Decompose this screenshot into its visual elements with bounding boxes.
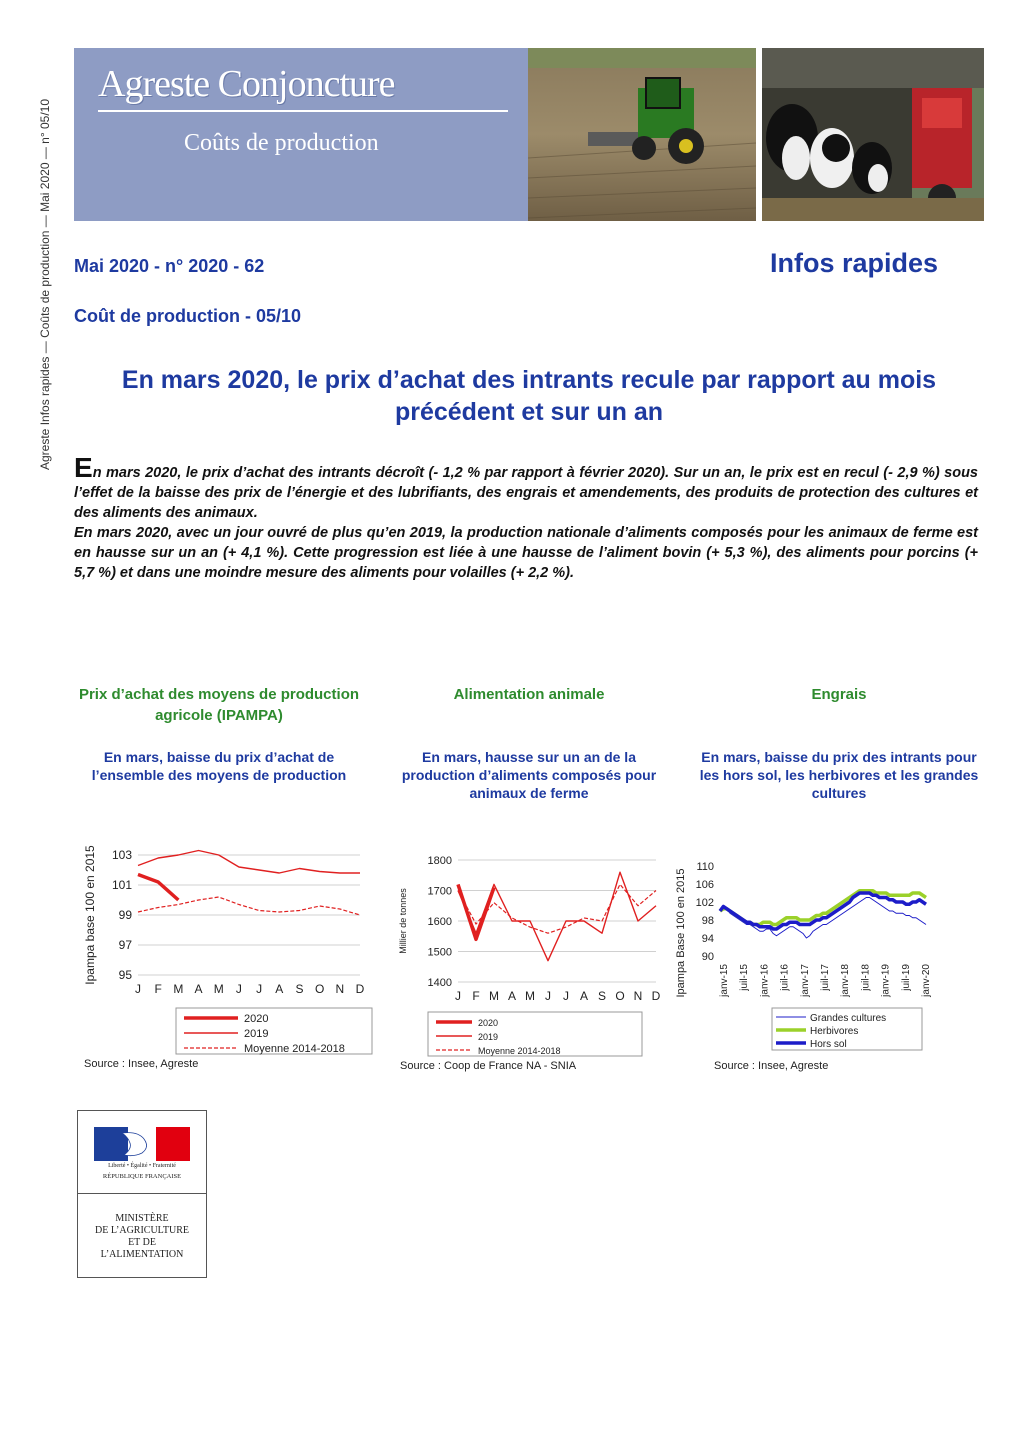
legend-label: Herbivores <box>810 1026 859 1037</box>
y-tick-label: 1700 <box>427 885 452 898</box>
legend-label: Moyenne 2014-2018 <box>244 1043 345 1055</box>
x-tick-label: N <box>335 982 345 996</box>
chart2-title: Alimentation animale <box>453 686 605 703</box>
x-tick-label: janv-17 <box>799 964 811 997</box>
y-tick-label: 1400 <box>427 977 452 989</box>
headline: En mars 2020, le prix d’achat des intrants recule par rapport au mois précédent et sur un an <box>121 366 937 426</box>
logo-ministry: MINISTÈRE DE L’AGRICULTURE ET DE L’ALIMENTATION <box>95 1213 189 1260</box>
chart1-source: Source : Insee, Agreste <box>84 1058 199 1070</box>
x-tick-label: M <box>173 982 184 996</box>
chart2-subtitle: En mars, hausse sur un an de la production d’aliments composés pour animaux de ferme <box>401 749 657 801</box>
chart2-alimentation <box>396 840 676 1062</box>
issue-number: Mai 2020 - n° 2020 - 62 <box>74 256 265 276</box>
cows-photo <box>762 48 984 221</box>
logo-republic: RÉPUBLIQUE FRANÇAISE <box>102 1173 182 1180</box>
chart3-subtitle: En mars, baisse du prix des intrants pour les hors sol, les herbivores et les grandes cultures <box>699 749 979 801</box>
legend-label: Moyenne 2014-2018 <box>478 1046 561 1056</box>
x-tick-label: M <box>213 982 224 996</box>
lead-paragraph-2: En mars 2020, avec un jour ouvré de plus qu’en 2019, la production nationale d’aliments composés pour les animaux de ferme est en hausse sur un an (+ 4,1 %). Cette progression est liée à une hausse de l’aliment bovin (+ 5,3 %), des aliments pour porcins (+ 5,7 %) et dans une moindre mesure des aliments pour volailles (+ 2,2 %). <box>74 525 978 581</box>
legend-label: 2019 <box>244 1028 269 1040</box>
y-tick-label: 1500 <box>427 946 452 959</box>
x-tick-label: D <box>651 989 661 1003</box>
x-tick-label: S <box>597 989 607 1003</box>
chart1-title: Prix d’achat des moyens de production agricole (IPAMPA) <box>78 686 360 724</box>
y-tick-label: 95 <box>118 968 132 982</box>
x-tick-label: juil-17 <box>820 964 831 991</box>
y-tick-label: 106 <box>695 879 714 891</box>
legend-label: Hors sol <box>810 1039 847 1050</box>
y-axis-label: Ipampa base 100 en 2015 <box>83 845 97 985</box>
y-tick-label: 1600 <box>427 916 452 928</box>
x-tick-label: F <box>154 982 162 996</box>
ministry-logo <box>77 1110 207 1278</box>
x-tick-label: A <box>275 982 284 996</box>
brand-subtitle: Coûts de production <box>184 130 379 156</box>
y-tick-label: 94 <box>701 933 714 945</box>
series-line-2020 <box>138 875 178 901</box>
x-tick-label: O <box>615 989 625 1003</box>
x-tick-label: janv-20 <box>921 964 932 997</box>
x-tick-label: J <box>563 989 569 1003</box>
banner <box>74 48 984 221</box>
y-tick-label: 99 <box>118 908 132 922</box>
drop-cap: E <box>74 452 93 483</box>
chart1-ipampa <box>80 830 380 1062</box>
y-tick-label: 102 <box>695 897 714 909</box>
x-tick-label: A <box>579 989 589 1003</box>
chart3-source: Source : Insee, Agreste <box>714 1060 829 1072</box>
logo-divider <box>78 1193 206 1194</box>
y-axis-label: Millier de tonnes <box>398 888 408 954</box>
x-tick-label: A <box>507 989 517 1003</box>
series-line-hors-sol <box>720 893 926 929</box>
x-tick-label: juil-16 <box>779 964 791 991</box>
x-tick-label: janv-19 <box>880 964 892 997</box>
x-tick-label: janv-15 <box>719 964 730 997</box>
logo-motto: Liberté • Égalité • Fraternité <box>108 1163 176 1169</box>
y-tick-label: 101 <box>111 878 132 892</box>
subheading: Coût de production - 05/10 <box>74 306 302 326</box>
y-tick-label: 110 <box>696 861 714 873</box>
lead-text <box>74 452 978 583</box>
y-tick-label: 103 <box>111 848 132 862</box>
chart1-subtitle: En mars, baisse du prix d’achat de l’ensemble des moyens de production <box>91 749 347 783</box>
x-tick-label: juil-19 <box>900 964 912 991</box>
x-tick-label: N <box>633 989 643 1003</box>
brand-title: Agreste Conjoncture <box>98 63 395 105</box>
x-tick-label: J <box>545 989 551 1003</box>
x-tick-label: S <box>295 982 304 996</box>
x-tick-label: M <box>525 989 535 1003</box>
y-tick-label: 1800 <box>427 855 452 867</box>
x-tick-label: janv-16 <box>759 964 771 997</box>
series-line-moyenne-2014-2018 <box>138 897 360 915</box>
marianne-flag-icon <box>94 1127 190 1161</box>
x-tick-label: A <box>194 982 203 996</box>
series-line-2019 <box>138 851 360 874</box>
x-tick-label: J <box>256 982 263 996</box>
lead-paragraph-1: n mars 2020, le prix d’achat des intrants décroît (- 1,2 % par rapport à février 2020). Sur un an, le prix est en recul (- 2,9 %) sous l’effet de la baisse des prix de l’énergie et des lubrifiants, des engrais et amendements, des produits de protection des cultures et des aliments des animaux. <box>74 465 978 521</box>
series-line-2019 <box>458 872 656 960</box>
series-label: Infos rapides <box>770 248 939 278</box>
x-tick-label: J <box>455 989 461 1003</box>
x-tick-label: J <box>235 982 242 996</box>
tractor-photo <box>528 48 756 221</box>
x-tick-label: M <box>489 989 499 1003</box>
x-tick-label: O <box>314 982 325 996</box>
x-tick-label: juil-18 <box>860 964 872 991</box>
y-tick-label: 97 <box>118 938 132 952</box>
x-tick-label: D <box>355 982 365 996</box>
legend-label: 2020 <box>478 1018 499 1028</box>
chart2-source: Source : Coop de France NA - SNIA <box>400 1060 577 1072</box>
legend-label: 2019 <box>478 1032 499 1042</box>
chart3-engrais <box>672 850 972 1058</box>
x-tick-label: J <box>135 982 141 996</box>
chart3-title: Engrais <box>811 686 867 703</box>
y-tick-label: 98 <box>701 915 714 927</box>
x-tick-label: F <box>472 989 480 1003</box>
vertical-sidebar-text: Agreste Infos rapides — Coûts de production — Mai 2020 — n° 05/10 <box>38 98 52 470</box>
y-axis-label: Ipampa Base 100 en 2015 <box>675 868 687 998</box>
legend-label: Grandes cultures <box>810 1013 887 1024</box>
x-tick-label: juil-15 <box>739 964 751 991</box>
y-tick-label: 90 <box>701 951 714 963</box>
series-line-2020 <box>458 884 494 939</box>
x-tick-label: janv-18 <box>840 964 852 997</box>
banner-brand-panel <box>74 48 528 221</box>
brand-underline <box>98 110 508 112</box>
legend-label: 2020 <box>244 1013 269 1025</box>
